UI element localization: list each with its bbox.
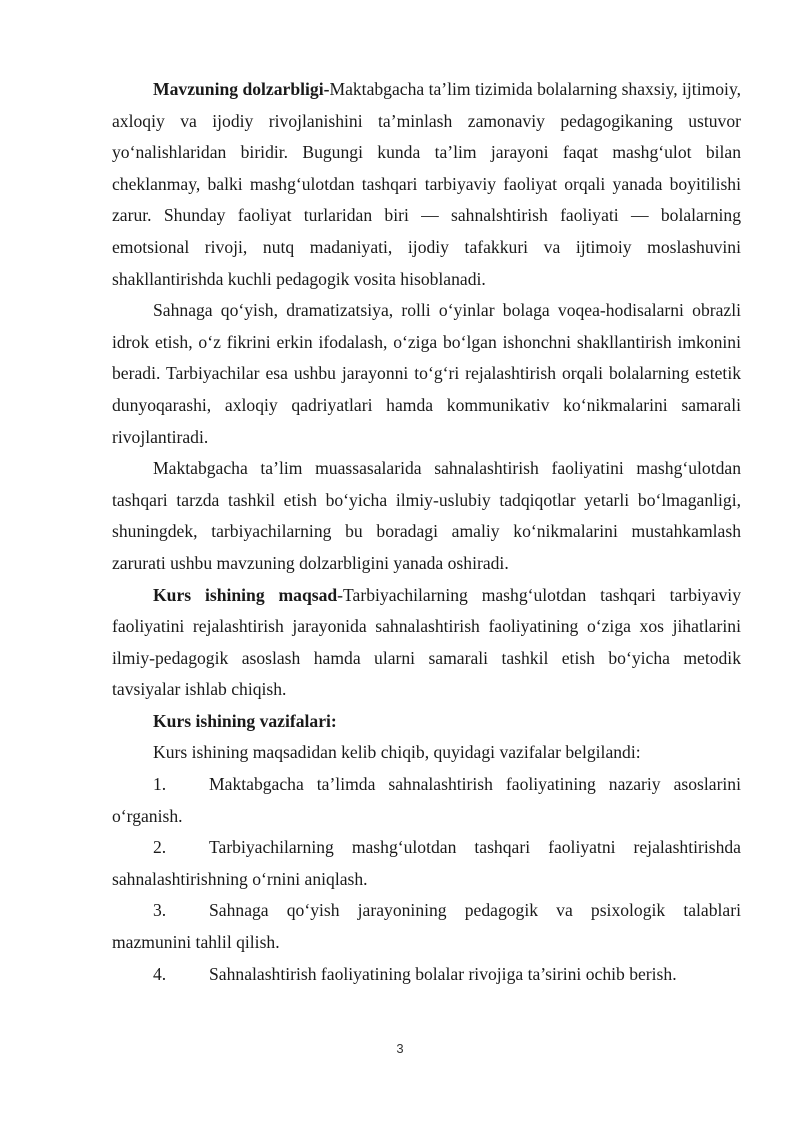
task-item-3	[112, 895, 741, 958]
relevance-text: Maktabgacha ta’lim tizimida bolalarning shaxsiy, ijtimoiy, axloqiy va ijodiy rivojlanishini ta’minlash zamonaviy pedagogikaning ustuvor yo‘nalishlaridan biridir. Bugungi kunda ta’lim jarayoni faqat mashg‘ulot bilan cheklanmay, balki mashg‘ulotdan tashqari tarbiyaviy faoliyat orqali yanada boyitilishi zarur. Shunday faoliyat turlaridan biri — sahnalshtirish faoliyati — bolalarning emotsional rivoji, nutq madaniyati, ijodiy tafakkuri va ijtimoiy moslashuvini shakllantirishda kuchli pedagogik vosita hisoblanadi.	[112, 79, 741, 289]
tasks-heading: Kurs ishining vazifalari:	[153, 710, 337, 731]
task-number: 4.	[153, 963, 167, 984]
goal-paragraph	[112, 580, 741, 706]
relevance-heading: Mavzuning dolzarbligi-	[153, 79, 330, 99]
relevance-paragraph	[112, 74, 741, 295]
task-item-2	[112, 832, 741, 895]
goal-heading: Kurs ishining maqsad	[153, 584, 338, 605]
tasks-intro: Kurs ishining maqsadidan kelib chiqib, quyidagi vazifalar belgilandi:	[153, 742, 641, 763]
stage-paragraph: Sahnaga qo‘yish, dramatizatsiya, rolli o‘yinlar bolaga voqea-hodisalarni obrazli idrok etish, o‘z fikrini erkin ifodalash, o‘ziga bo‘lgan ishonchni shakllantirish imkonini beradi. Tarbiyachilar esa ushbu jarayonni to‘g‘ri rejalashtirish orqali bolalarning estetik dunyoqarashi, axloqiy qadriyatlari hamda kommunikativ ko‘nikmalarini samarali rivojlantiradi.	[112, 300, 741, 447]
research-paragraph: Maktabgacha ta’lim muassasalarida sahnalashtirish faoliyatini mashg‘ulotdan tashqari tarzda tashkil etish bo‘yicha ilmiy-uslubiy tadqiqotlar yetarli bo‘lmaganligi, shuningdek, tarbiyachilarning bu boradagi amaliy ko‘nikmalarini mustahkamlash zarurati ushbu mavzuning dolzarbligini yanada oshiradi.	[112, 458, 741, 573]
task-text: Sahnalashtirish faoliyatining bolalar rivojiga ta’sirini ochib berish.	[209, 963, 677, 984]
page-number: 3	[396, 1041, 404, 1056]
task-number: 3.	[153, 900, 167, 921]
task-text: Tarbiyachilarning mashg‘ulotdan tashqari faoliyatni rejalashtirishda sahnalashtirishning o‘rnini aniqlash.	[112, 837, 741, 889]
task-number: 2.	[153, 837, 167, 858]
goal-text: -Tarbiyachilarning mashg‘ulotdan tashqari tarbiyaviy faoliyatini rejalashtirish jarayonida sahnalashtirish faoliyatining o‘ziga xos jihatlarini ilmiy-pedagogik asoslash hamda ularni samarali tashkil etish bo‘yicha metodik tavsiyalar ishlab chiqish.	[112, 584, 741, 700]
task-item-4	[112, 959, 741, 991]
document-page	[112, 74, 741, 990]
task-number: 1.	[153, 774, 167, 795]
task-text: Maktabgacha ta’limda sahnalashtirish faoliyatining nazariy asoslarini o‘rganish.	[112, 774, 741, 826]
task-text: Sahnaga qo‘yish jarayonining pedagogik va psixologik talablari mazmunini tahlil qilish.	[112, 900, 741, 953]
task-item-1	[112, 769, 741, 832]
